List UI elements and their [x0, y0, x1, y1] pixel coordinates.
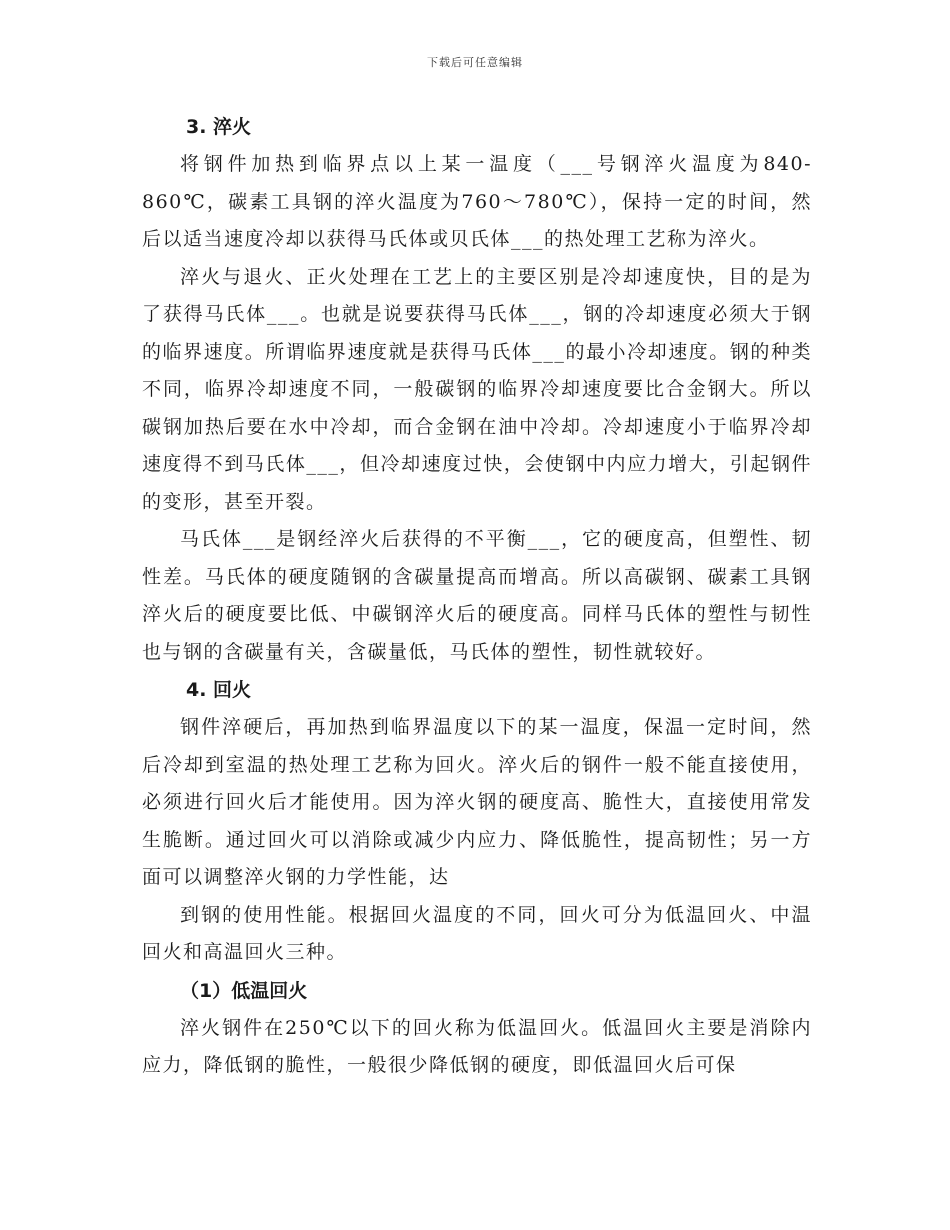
- paragraph-low-temper: 淬火钢件在250℃以下的回火称为低温回火。低温回火主要是消除内应力，降低钢的脆性，一般很少降低钢的硬度，即低温回火后可保: [142, 1016, 812, 1076]
- paragraph-martensite: 马氏体___是钢经淬火后获得的不平衡___，它的硬度高，但塑性、韧性差。马氏体的硬度随钢的含碳量提高而增高。所以高碳钢、碳素工具钢淬火后的硬度要比低、中碳钢淬火后的硬度高。同样马氏体的塑性与韧性也与钢的含碳量有关，含碳量低，马氏体的塑性，韧性就较好。: [142, 528, 812, 663]
- document-body: [142, 108, 812, 1085]
- paragraph-quench-difference: 淬火与退火、正火处理在工艺上的主要区别是冷却速度快，目的是为了获得马氏体___。也就是说要获得马氏体___，钢的冷却速度必须大于钢的临界速度。所谓临界速度就是获得马氏体___的最小冷却速度。钢的种类不同，临界冷却速度不同，一般碳钢的临界冷却速度要比合金钢大。所以碳钢加热后要在水中冷却，而合金钢在油中冷却。冷却速度小于临界冷却速度得不到马氏体___，但冷却速度过快，会使钢中内应力增大，引起钢件的变形，甚至开裂。: [142, 265, 812, 513]
- section-heading-temper: 4. 回火: [186, 679, 252, 701]
- section-heading-quench: 3. 淬火: [186, 116, 252, 138]
- paragraph-quench-definition: 将钢件加热到临界点以上某一温度（___号钢淬火温度为840-860℃，碳素工具钢的淬火温度为760～780℃），保持一定的时间，然后以适当速度冷却以获得马氏体或贝氏体___的热处理工艺称为淬火。: [142, 153, 812, 250]
- paragraph-temper-types: 到钢的使用性能。根据回火温度的不同，回火可分为低温回火、中温回火和高温回火三种。: [142, 903, 812, 963]
- paragraph-temper-definition: 钢件淬硬后，再加热到临界温度以下的某一温度，保温一定时间，然后冷却到室温的热处理工艺称为回火。淬火后的钢件一般不能直接使用，必须进行回火后才能使用。因为淬火钢的硬度高、脆性大，直接使用常发生脆断。通过回火可以消除或减少内应力、降低脆性，提高韧性；另一方面可以调整淬火钢的力学性能，达: [142, 716, 812, 888]
- section-heading-low-temper: （1）低温回火: [180, 979, 308, 1002]
- page-header: 下载后可任意编辑: [427, 56, 523, 69]
